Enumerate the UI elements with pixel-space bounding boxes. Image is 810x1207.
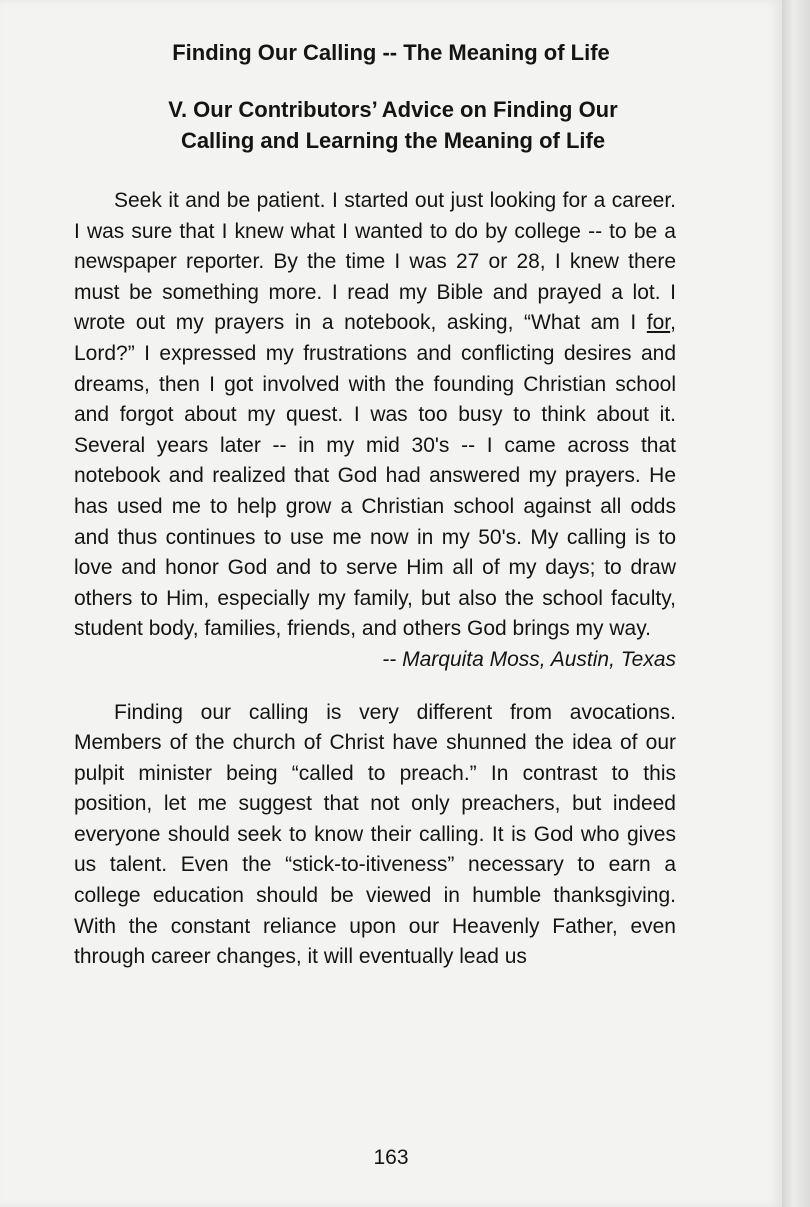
page-edge-shadow	[782, 0, 810, 1207]
paragraph-1	[74, 186, 676, 645]
body-text	[74, 186, 676, 973]
section-heading-line-2: Calling and Learning the Meaning of Life	[180, 128, 606, 153]
paragraph-1-text-a: Seek it and be patient. I started out just looking for a career. I was sure that I knew what I wanted to do by college -- to be a newspaper reporter. By the time I was 27 or 28, I knew there must be something more. I read my Bible and prayed a lot. I wrote out my prayers in a notebook, asking, “What am I	[74, 189, 676, 335]
page-number: 163	[373, 1146, 409, 1169]
underlined-word: for	[646, 311, 671, 335]
running-title: Finding Our Calling -- The Meaning of Life	[172, 40, 610, 65]
attribution: -- Marquita Moss, Austin, Texas	[382, 647, 676, 671]
section-heading-line-1: V. Our Contributors’ Advice on Finding Our	[168, 97, 618, 122]
paragraph-2: Finding our calling is very different from avocations. Members of the church of Christ have shunned the idea of our pulpit minister being “called to preach.” In contrast to this position, let me suggest that not only preachers, but indeed everyone should seek to know their calling. It is God who gives us talent. Even the “stick-to-itiveness” necessary to earn a college education should be viewed in humble thanksgiving. With the constant reliance upon our Heavenly Father, even through career changes, it will eventually lead us	[74, 700, 676, 969]
paragraph-1-text-b: , Lord?” I expressed my frustrations and conflicting desires and dreams, then I got involved with the founding Christian school and forgot about my quest. I was too busy to think about it. Several years later -- in my mid 30's -- I came across that notebook and realized that God had answered my prayers. He has used me to help grow a Christian school against all odds and thus continues to use me now in my 50's. My calling is to love and honor God and to serve Him all of my days; to draw others to Him, especially my family, but also the school faculty, student body, families, friends, and others God brings my way.	[74, 311, 676, 641]
section-heading	[70, 94, 716, 156]
